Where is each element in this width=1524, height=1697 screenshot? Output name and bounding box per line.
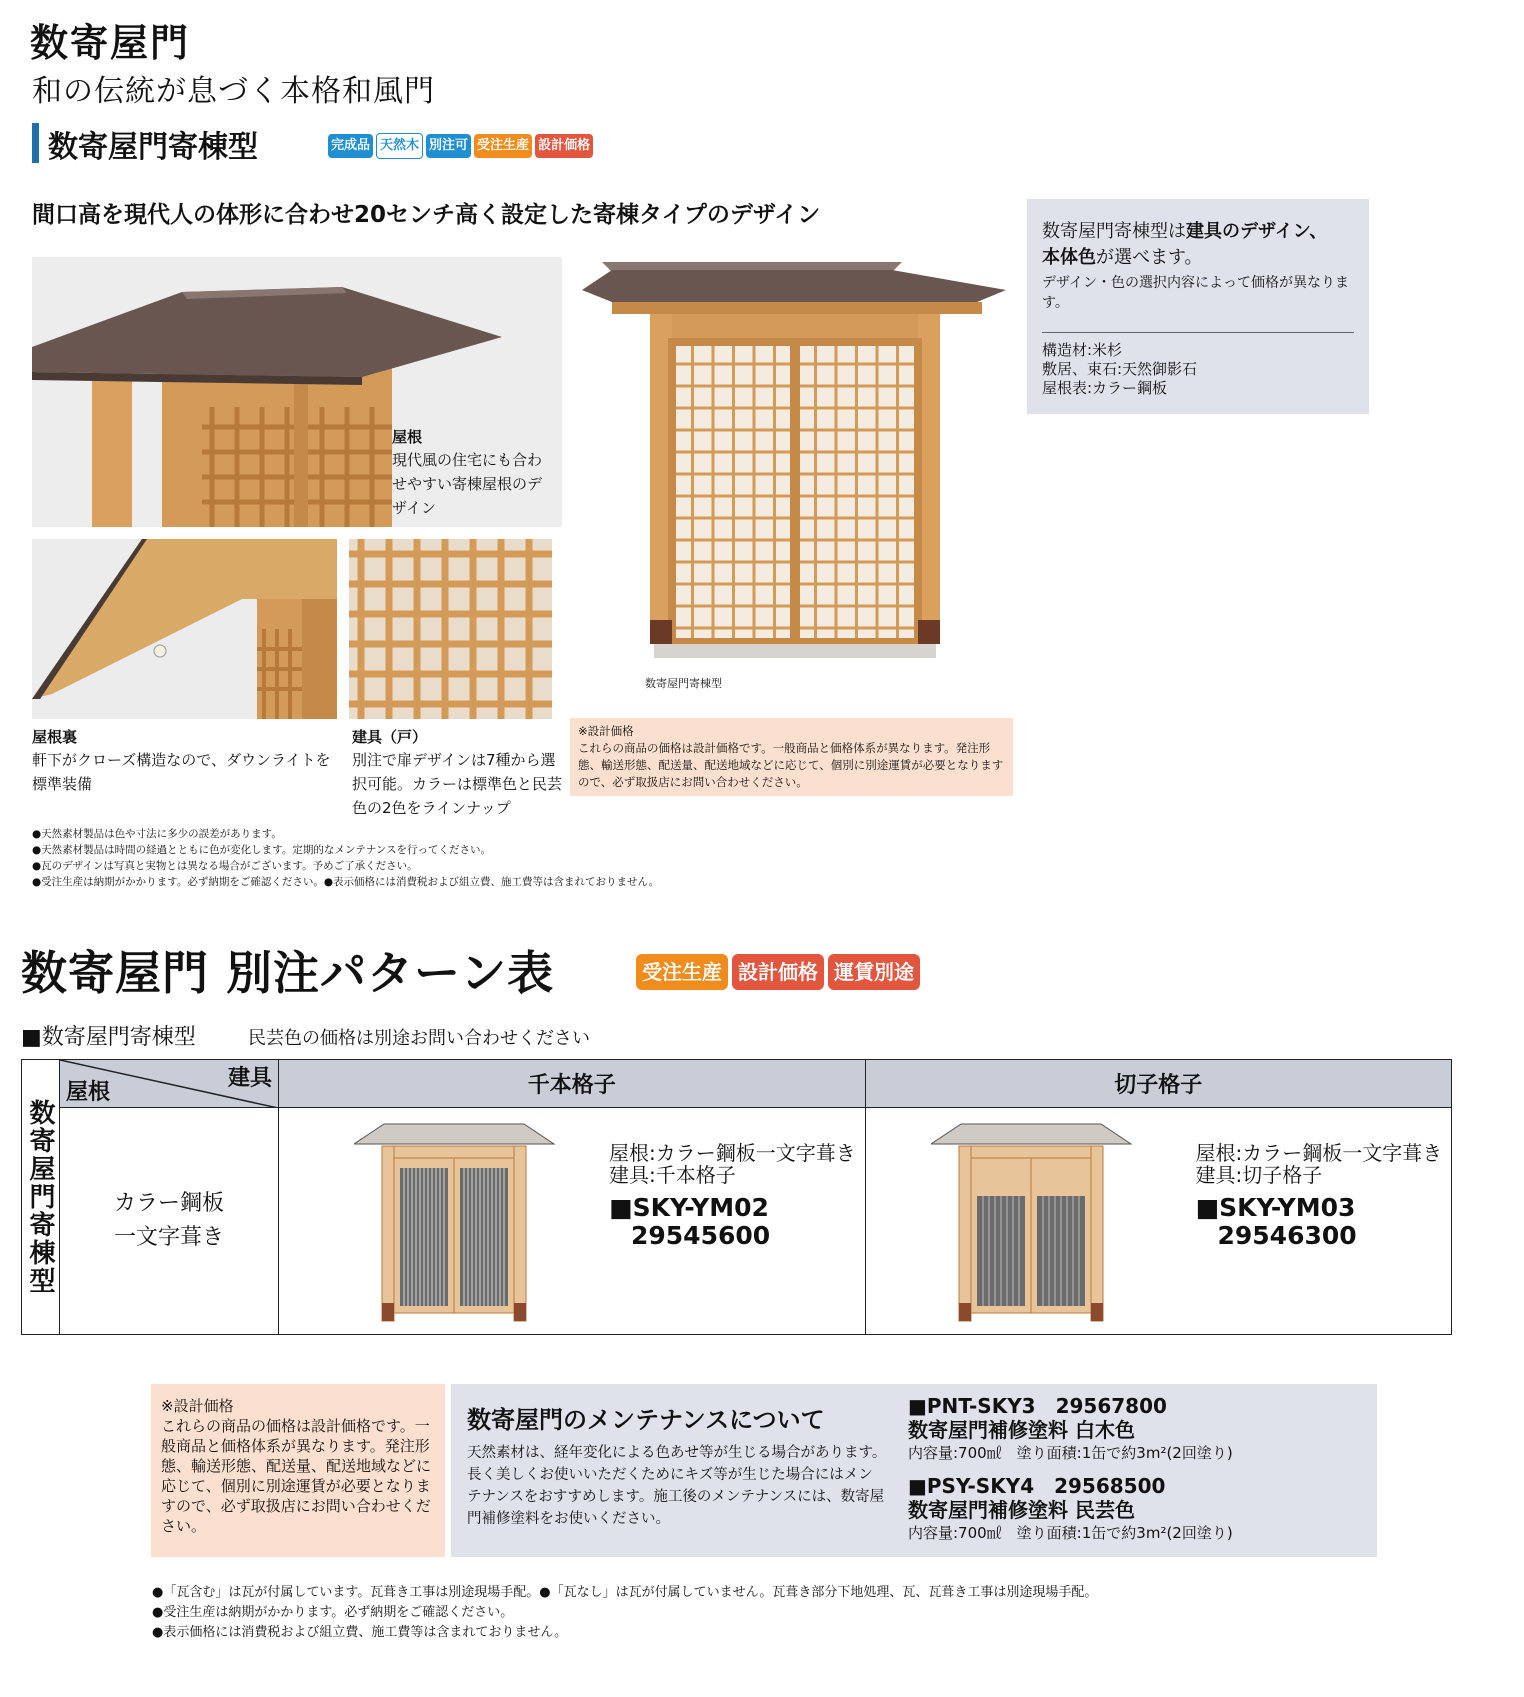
- badge-finished: 完成品: [328, 134, 373, 158]
- senbon-gate-illustration: [354, 1116, 574, 1326]
- pattern-pills: [636, 954, 924, 990]
- spec-line2b: が選べます。: [1096, 247, 1203, 268]
- spec-divider: [1042, 332, 1354, 333]
- spec-box: [1027, 199, 1369, 414]
- note-top-4: ●受注生産は納期がかかります。必ず納期をご確認ください。●表示価格には消費税および組立費、施工費等は含まれておりません。: [32, 876, 660, 888]
- column-header-kiriko: 切子格子: [865, 1060, 1452, 1108]
- corner-roof-label: 屋根: [66, 1080, 111, 1105]
- pill-made-to-order: 受注生産: [636, 954, 728, 990]
- roof-caption-title: 屋根: [392, 428, 423, 446]
- roof-caption-text: 現代風の住宅にも合わせやすい寄棟屋根のデザイン: [392, 451, 543, 517]
- design-price-note-2-text: これらの商品の価格は設計価格です。一般商品と価格体系が異なります。発注形態、輸送形態、配送量、配送地域などに応じて、個別に別途運賃が必要となりますので、必ず取扱店にお問い合わせください。: [161, 1417, 432, 1535]
- note-bottom-3: ●表示価格には消費税および組立費、施工費等は含まれておりません。: [152, 1625, 568, 1640]
- pill-shipping-extra: 運賃別途: [828, 954, 920, 990]
- badge-row: [328, 133, 596, 159]
- kiriko-gate-illustration: [931, 1116, 1151, 1326]
- product-2-code: ■PSY-SKY4 29568500: [908, 1474, 1166, 1498]
- pill-design-price: 設計価格: [732, 954, 824, 990]
- gate-main-caption: 数寄屋門寄棟型: [645, 677, 722, 690]
- door-photo-illustration: [349, 539, 552, 719]
- door-caption-title: 建具（戸）: [352, 728, 428, 746]
- note-bottom-2: ●受注生産は納期がかかります。必ず納期をご確認ください。: [152, 1605, 514, 1620]
- section-title: 数寄屋門寄棟型: [48, 130, 258, 165]
- roof-type-cell: [60, 1108, 279, 1335]
- badge-natural-wood: 天然木: [376, 133, 423, 159]
- spec-note: デザイン・色の選択内容によって価格が異なります。: [1042, 275, 1350, 311]
- spec-line1b: 建具のデザイン、: [1186, 221, 1328, 242]
- kiriko-roof-spec: 屋根:カラー鋼板一文字葺き: [1195, 1141, 1443, 1165]
- kiriko-cell: [865, 1108, 1452, 1335]
- roof-type-line1: カラー鋼板: [113, 1191, 224, 1216]
- page-subtitle: 和の伝統が息づく本格和風門: [32, 74, 435, 109]
- badge-custom-order: 別注可: [426, 134, 471, 158]
- kiriko-code: ■SKY-YM03: [1195, 1193, 1356, 1222]
- spec-line1a: 数寄屋門寄棟型は: [1042, 221, 1186, 242]
- design-price-note-title: ※設計価格: [578, 724, 634, 738]
- spec-material-sill: 敷居、束石:天然御影石: [1042, 360, 1198, 378]
- note-bottom-1: ●「瓦含む」は瓦が付属しています。瓦葺き工事は別途現場手配。●「瓦なし」は瓦が付属していません。瓦葺き部分下地処理、瓦、瓦葺き工事は別途現場手配。: [152, 1585, 1098, 1600]
- maintenance-box: [451, 1384, 1377, 1557]
- spec-line2a: 本体色: [1042, 247, 1096, 268]
- section-title-bar: [32, 123, 39, 163]
- maintenance-title: 数寄屋門のメンテナンスについて: [467, 1406, 825, 1434]
- pattern-subnote: 民芸色の価格は別途お問い合わせください: [248, 1028, 590, 1049]
- tagline: 間口高を現代人の体形に合わせ20センチ高く設定した寄棟タイプのデザイン: [32, 202, 821, 228]
- senbon-fitting-spec: 建具:千本格子: [609, 1163, 736, 1187]
- kiriko-number: 29546300: [1217, 1221, 1357, 1250]
- eaves-caption-title: 屋根裏: [32, 728, 78, 746]
- gate-main-image: [582, 262, 1006, 662]
- pattern-title: 数寄屋門 別注パターン表: [21, 946, 555, 1000]
- eaves-caption: [32, 726, 332, 796]
- product-1-name: 数寄屋門補修塗料 白木色: [908, 1418, 1135, 1442]
- senbon-roof-spec: 屋根:カラー鋼板一文字葺き: [609, 1141, 856, 1165]
- product-2-spec: 内容量:700㎖ 塗り面積:1缶で約3m²(2回塗り): [908, 1524, 1233, 1542]
- spec-material-structure: 構造材:米杉: [1042, 341, 1123, 359]
- gate-main-illustration: [582, 262, 1006, 662]
- product-2-name: 数寄屋門補修塗料 民芸色: [908, 1498, 1135, 1522]
- roof-caption: [392, 426, 552, 520]
- page-title: 数寄屋門: [30, 20, 191, 65]
- door-caption-text: 別注で扉デザインは7種から選択可能。カラーは標準色と民芸色の2色をラインナップ: [352, 751, 563, 817]
- note-top-1: ●天然素材製品は色や寸法に多少の誤差があります。: [32, 828, 282, 840]
- eaves-photo-illustration: [32, 539, 337, 719]
- maintenance-text: 天然素材は、経年変化による色あせ等が生じる場合があります。長く美しくお使いいただくためにキズ等が生じた場合にはメンテナンスをおすすめします。施工後のメンテナンスには、数寄屋門補修塗料をお使いください。: [467, 1445, 887, 1527]
- design-price-note-text: これらの商品の価格は設計価格です。一般商品と価格体系が異なります。発注形態、輸送形態、配送量、配送地域などに応じて、個別に別途運賃が必要となりますので、必ず取扱店にお問い合わせください。: [578, 741, 1004, 789]
- door-caption: [352, 726, 562, 820]
- eaves-photo: [32, 539, 337, 719]
- senbon-code: ■SKY-YM02: [609, 1193, 769, 1222]
- corner-fitting-label: 建具: [227, 1066, 272, 1091]
- door-photo: [349, 539, 552, 719]
- table-side-label-text: 数寄屋門寄棟型: [25, 1099, 55, 1295]
- kiriko-fitting-spec: 建具:切子格子: [1195, 1163, 1323, 1187]
- product-1-code: ■PNT-SKY3 29567800: [908, 1394, 1167, 1418]
- badge-made-to-order: 受注生産: [474, 134, 532, 158]
- design-price-note: [570, 718, 1013, 796]
- note-top-3: ●瓦のデザインは写真と実物とは異なる場合がございます。予めご了承ください。: [32, 860, 418, 872]
- note-top-2: ●天然素材製品は時間の経過とともに色が変化します。定期的なメンテナンスを行ってください。: [32, 844, 491, 856]
- roof-type-line2: 一文字葺き: [113, 1225, 224, 1250]
- table-side-label: [22, 1060, 60, 1335]
- notes-top: [32, 826, 659, 890]
- design-price-note-2: [151, 1384, 445, 1557]
- eaves-caption-text: 軒下がクローズ構造なので、ダウンライトを標準装備: [32, 751, 331, 793]
- column-header-senbon: 千本格子: [279, 1060, 866, 1108]
- spec-material-roof: 屋根表:カラー鋼板: [1042, 379, 1168, 397]
- pattern-subhead: ■数寄屋門寄棟型: [21, 1025, 196, 1050]
- senbon-number: 29545600: [631, 1221, 771, 1250]
- design-price-note-2-title: ※設計価格: [161, 1397, 234, 1415]
- badge-design-price: 設計価格: [535, 134, 593, 158]
- product-1-spec: 内容量:700㎖ 塗り面積:1缶で約3m²(2回塗り): [908, 1444, 1233, 1462]
- senbon-cell: [279, 1108, 866, 1335]
- pattern-table: [21, 1059, 1452, 1335]
- table-corner: [60, 1060, 279, 1108]
- notes-bottom: [152, 1583, 1097, 1643]
